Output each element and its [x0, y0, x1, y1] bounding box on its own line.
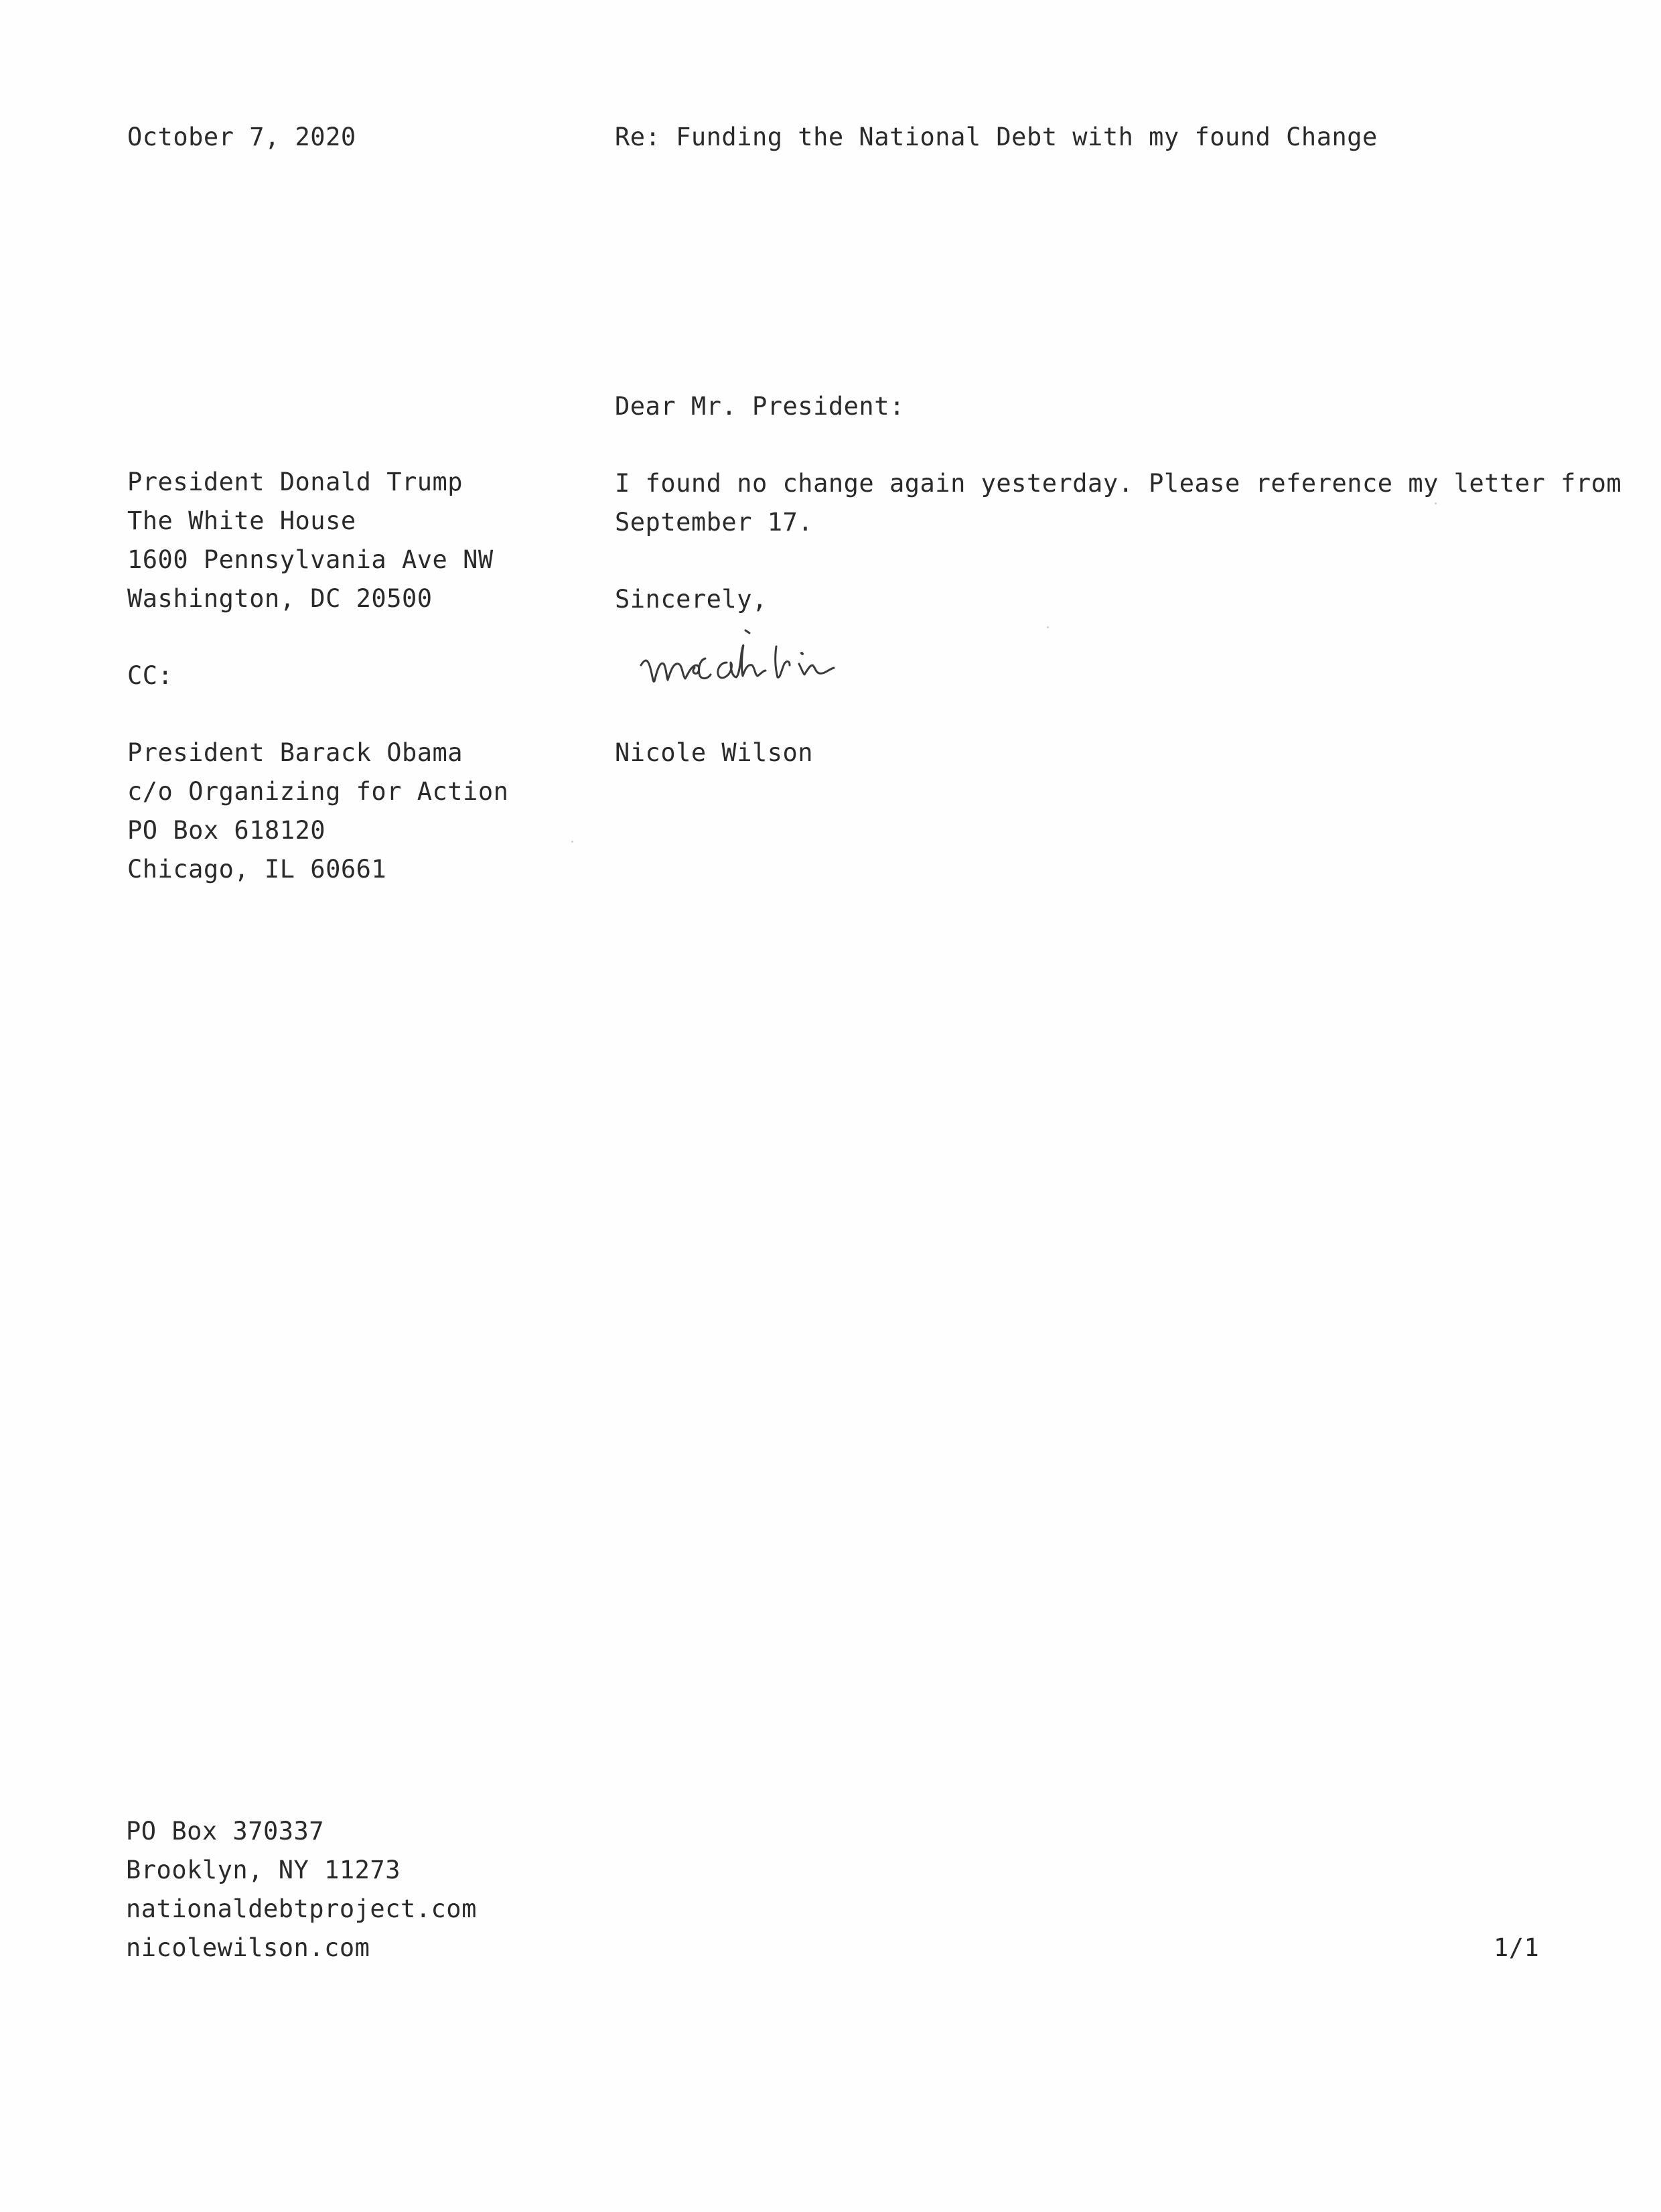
scan-speck — [571, 841, 573, 843]
body-line: September 17. — [615, 508, 814, 537]
recipient-line: 1600 Pennsylvania Ave NW — [127, 545, 494, 574]
footer-line: nationaldebtproject.com — [126, 1894, 477, 1923]
recipient-line: Washington, DC 20500 — [127, 584, 433, 613]
cc-line: President Barack Obama — [127, 738, 463, 767]
letter-subject: Re: Funding the National Debt with my found Change — [615, 123, 1378, 151]
cc-line: Chicago, IL 60661 — [127, 855, 387, 884]
footer-line: nicolewilson.com — [126, 1933, 370, 1962]
recipient-address — [127, 463, 494, 618]
cc-line: PO Box 618120 — [127, 816, 326, 845]
scan-speck — [1047, 626, 1049, 628]
footer-contact — [126, 1812, 477, 1967]
letter-body — [615, 464, 1621, 542]
body-line: I found no change again yesterday. Please reference my letter from — [615, 469, 1622, 498]
letter-date: October 7, 2020 — [127, 123, 356, 151]
footer-line: Brooklyn, NY 11273 — [126, 1856, 401, 1884]
recipient-line: President Donald Trump — [127, 468, 463, 496]
scan-speck — [1435, 502, 1437, 504]
footer-line: PO Box 370337 — [126, 1817, 325, 1846]
cc-label: CC: — [127, 661, 173, 690]
salutation: Dear Mr. President: — [615, 392, 905, 421]
handwritten-signature — [633, 626, 954, 707]
cc-address — [127, 734, 508, 889]
page-number: 1/1 — [1494, 1933, 1540, 1962]
cc-line: c/o Organizing for Action — [127, 777, 509, 806]
recipient-line: The White House — [127, 506, 356, 535]
closing: Sincerely, — [615, 585, 768, 614]
signer-name: Nicole Wilson — [615, 738, 814, 767]
